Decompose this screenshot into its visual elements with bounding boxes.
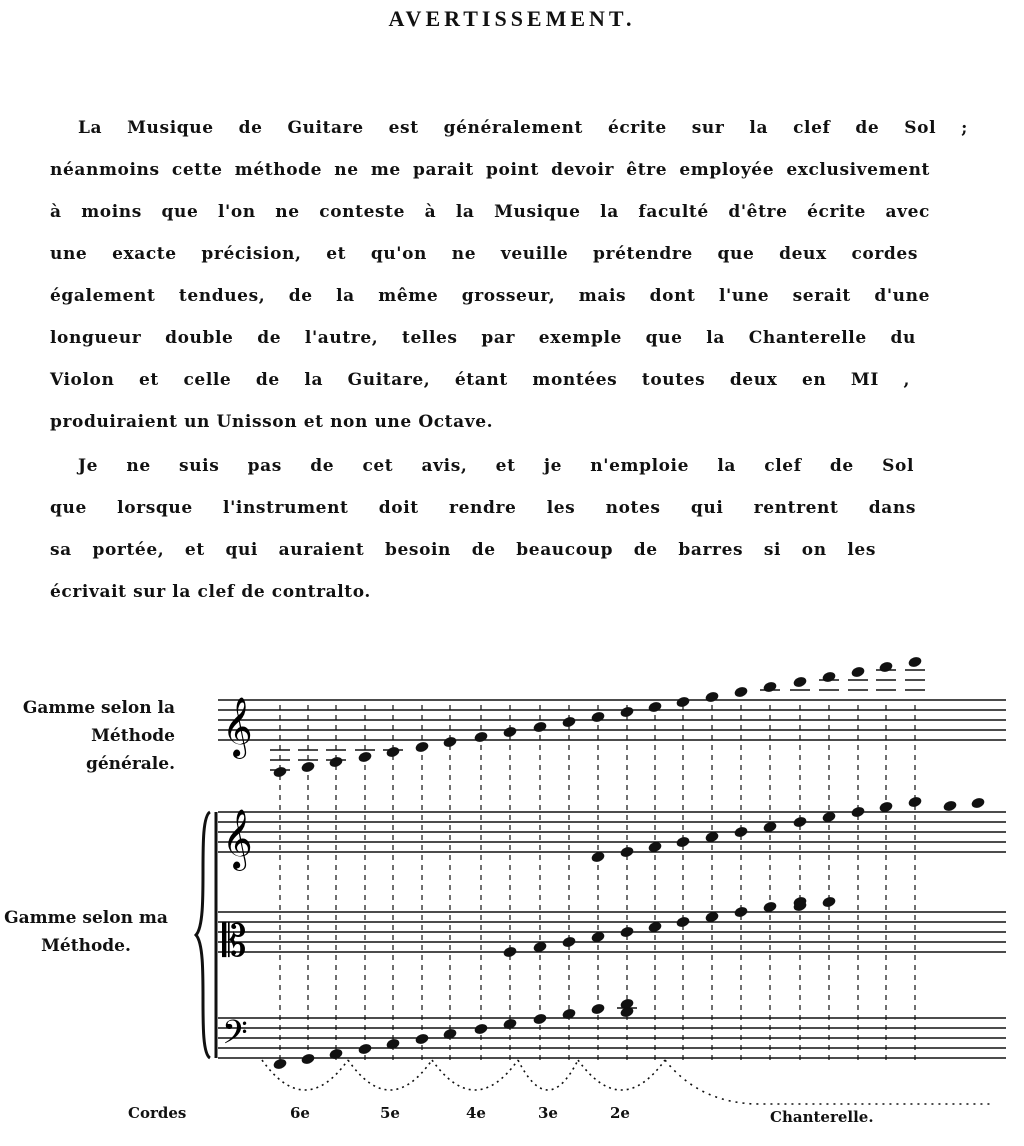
note-head <box>762 680 777 693</box>
text-line: à moins que l'on ne conteste à la Musique la faculté d'être écrite avec <box>50 202 930 222</box>
note-head <box>357 1042 372 1055</box>
note-head <box>590 1002 605 1015</box>
note-head <box>792 815 807 828</box>
string-label: 6e <box>290 1104 310 1122</box>
note-head <box>647 700 662 713</box>
brace <box>196 812 210 1058</box>
text-line: que lorsque l'instrument doit rendre les notes qui rentrent dans <box>50 498 916 518</box>
text-line: sa portée, et qui auraient besoin de beaucoup de barres si on les <box>50 540 876 560</box>
text-line: une exacte précision, et qu'on ne veuille prétendre que deux cordes <box>50 244 918 264</box>
note-head <box>532 1012 547 1025</box>
note-head <box>272 1057 287 1070</box>
note-head <box>272 765 287 778</box>
label-general <box>0 694 175 778</box>
note-head <box>532 720 547 733</box>
treble-clef-icon: 𝄞 <box>222 809 253 869</box>
note-head <box>821 895 836 908</box>
chanterelle-arc <box>665 1060 990 1104</box>
note-head <box>878 660 893 673</box>
note-head <box>942 799 957 812</box>
note-head <box>850 665 865 678</box>
note-head <box>619 925 634 938</box>
bass-clef-icon: 𝄢 <box>222 1014 248 1060</box>
note-head <box>733 825 748 838</box>
text-line: produiraient un Unisson et non une Octave. <box>50 412 494 432</box>
treble-clef-icon: 𝄞 <box>222 697 253 757</box>
note-head <box>300 760 315 773</box>
string-label: 2e <box>610 1104 630 1122</box>
text-line: Je ne suis pas de cet avis, et je n'emploie la clef de Sol <box>78 456 914 476</box>
text-line: écrivait sur la clef de contralto. <box>50 582 371 602</box>
note-head <box>300 1052 315 1065</box>
string-arc <box>348 1060 432 1090</box>
note-head <box>821 670 836 683</box>
note-head <box>442 735 457 748</box>
text-line: également tendues, de la même grosseur, mais dont l'une serait d'une <box>50 286 930 306</box>
note-head <box>675 695 690 708</box>
note-head <box>590 710 605 723</box>
note-head <box>561 715 576 728</box>
note-head <box>619 845 634 858</box>
chanterelle-label: Chanterelle. <box>770 1108 874 1126</box>
note-head <box>473 730 488 743</box>
note-head <box>502 725 517 738</box>
alto-clef-icon: 𝄡 <box>222 916 247 967</box>
page-title: AVERTISSEMENT. <box>388 6 636 31</box>
note-head <box>907 655 922 668</box>
note-head <box>561 935 576 948</box>
text-line: néanmoins cette méthode ne me parait point devoir être employée exclusivement <box>50 160 930 180</box>
note-head <box>850 805 865 818</box>
string-label: 4e <box>466 1104 486 1122</box>
note-head <box>733 685 748 698</box>
note-head <box>675 835 690 848</box>
text-line: La Musique de Guitare est généralement écrite sur la clef de Sol ; <box>78 118 968 138</box>
note-head <box>502 945 517 958</box>
string-arc <box>518 1060 578 1090</box>
string-label: 3e <box>538 1104 558 1122</box>
cordes-label: Cordes <box>128 1104 187 1122</box>
note-head <box>619 705 634 718</box>
note-head <box>385 745 400 758</box>
string-arc <box>578 1060 665 1090</box>
label-mine <box>0 904 172 960</box>
label-mine-line: Méthode. <box>41 936 131 956</box>
note-head <box>970 796 985 809</box>
note-head <box>907 795 922 808</box>
string-arc <box>432 1060 518 1090</box>
label-general-line: Méthode générale. <box>85 726 175 774</box>
text-line: longueur double de l'autre, telles par exemple que la Chanterelle du <box>50 328 916 348</box>
note-head <box>792 675 807 688</box>
note-head <box>328 755 343 768</box>
note-head <box>414 740 429 753</box>
note-head <box>733 905 748 918</box>
string-label: 5e <box>380 1104 400 1122</box>
note-head <box>357 750 372 763</box>
label-mine-line: Gamme selon ma <box>4 908 168 928</box>
label-general-line: Gamme selon la <box>22 698 175 718</box>
note-head <box>675 915 690 928</box>
note-head <box>704 690 719 703</box>
note-head <box>414 1032 429 1045</box>
note-head <box>473 1022 488 1035</box>
text-line: Violon et celle de la Guitare, étant montées toutes deux en MI , <box>50 370 910 390</box>
